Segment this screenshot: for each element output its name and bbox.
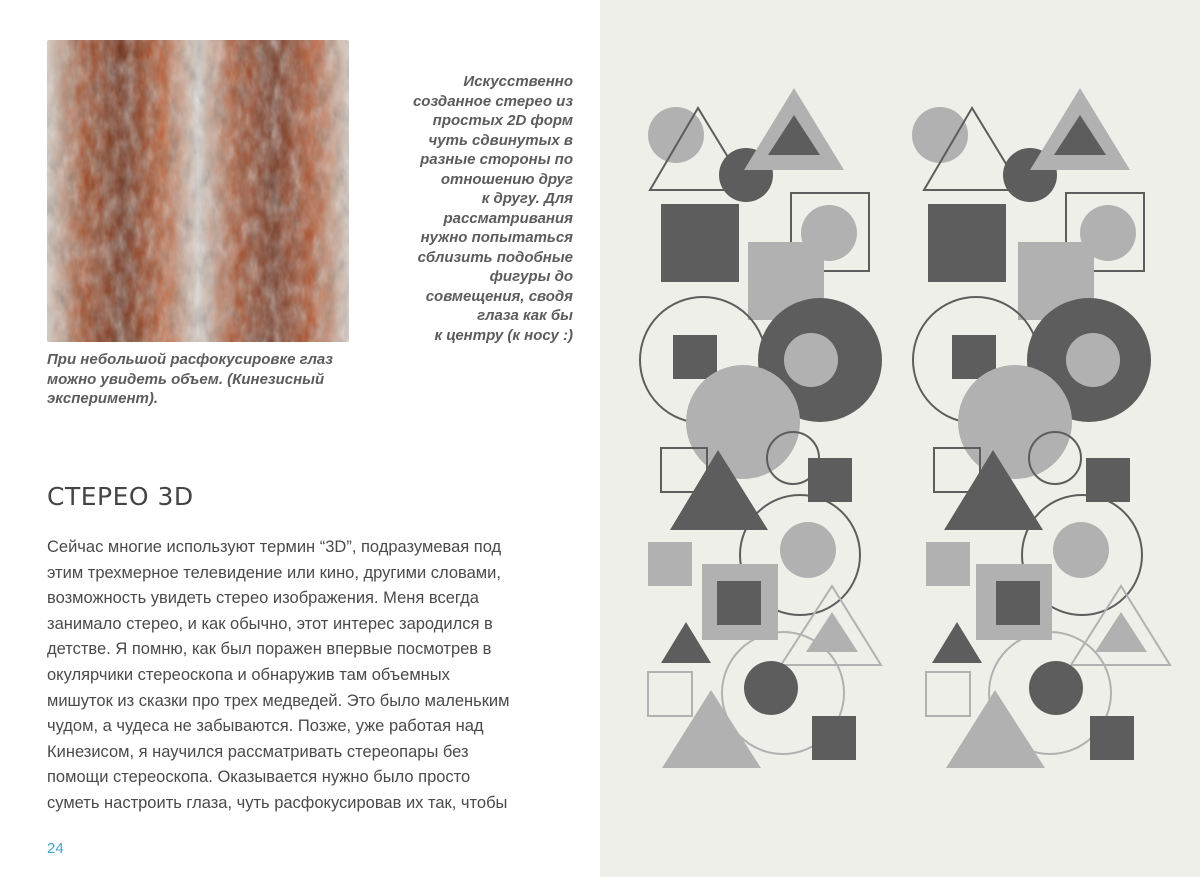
stereo-texture-photo bbox=[47, 40, 349, 342]
right-page bbox=[600, 0, 1200, 877]
stereo-pair-figure bbox=[600, 0, 1200, 877]
stereo-side-caption: Искусственно созданное стерео из простых 2D форм чуть сдвинутых в разные стороны по отношению друг к другу. Для рассматривания нужно попытаться сблизить подобные фигуры до совмещения, сводя глаза как бы к центру (к носу :) bbox=[412, 73, 573, 344]
section-heading: СТЕРЕО 3D bbox=[47, 482, 194, 511]
page-number: 24 bbox=[47, 840, 64, 857]
stereo-right-image bbox=[912, 88, 1170, 768]
section-body-text: Сейчас многие используют термин “3D”, подразумевая под этим трехмерное телевидение или кино, другими словами, возможность увидеть стерео изображения. Меня всегда занимало стерео, и как обычно, этот интерес зародился в детстве. Я помню, как был поражен впервые посмотрев в окулярчики стереоскопа и обнаружив там объемных мишуток из сказки про трех медведей. Это было маленьким чудом, а чудеса не забываются. Позже, уже работая над Кинезисом, я научился рассматривать стереопары без помощи стереоскопа. Оказывается нужно было просто суметь настроить глаза, чуть расфокусировав их так, чтобы bbox=[47, 538, 510, 812]
stereo-left-image bbox=[640, 88, 882, 768]
photo-caption: При небольшой расфокусировке глаз можно увидеть объем. (Кинезисный эксперимент). bbox=[47, 351, 333, 407]
